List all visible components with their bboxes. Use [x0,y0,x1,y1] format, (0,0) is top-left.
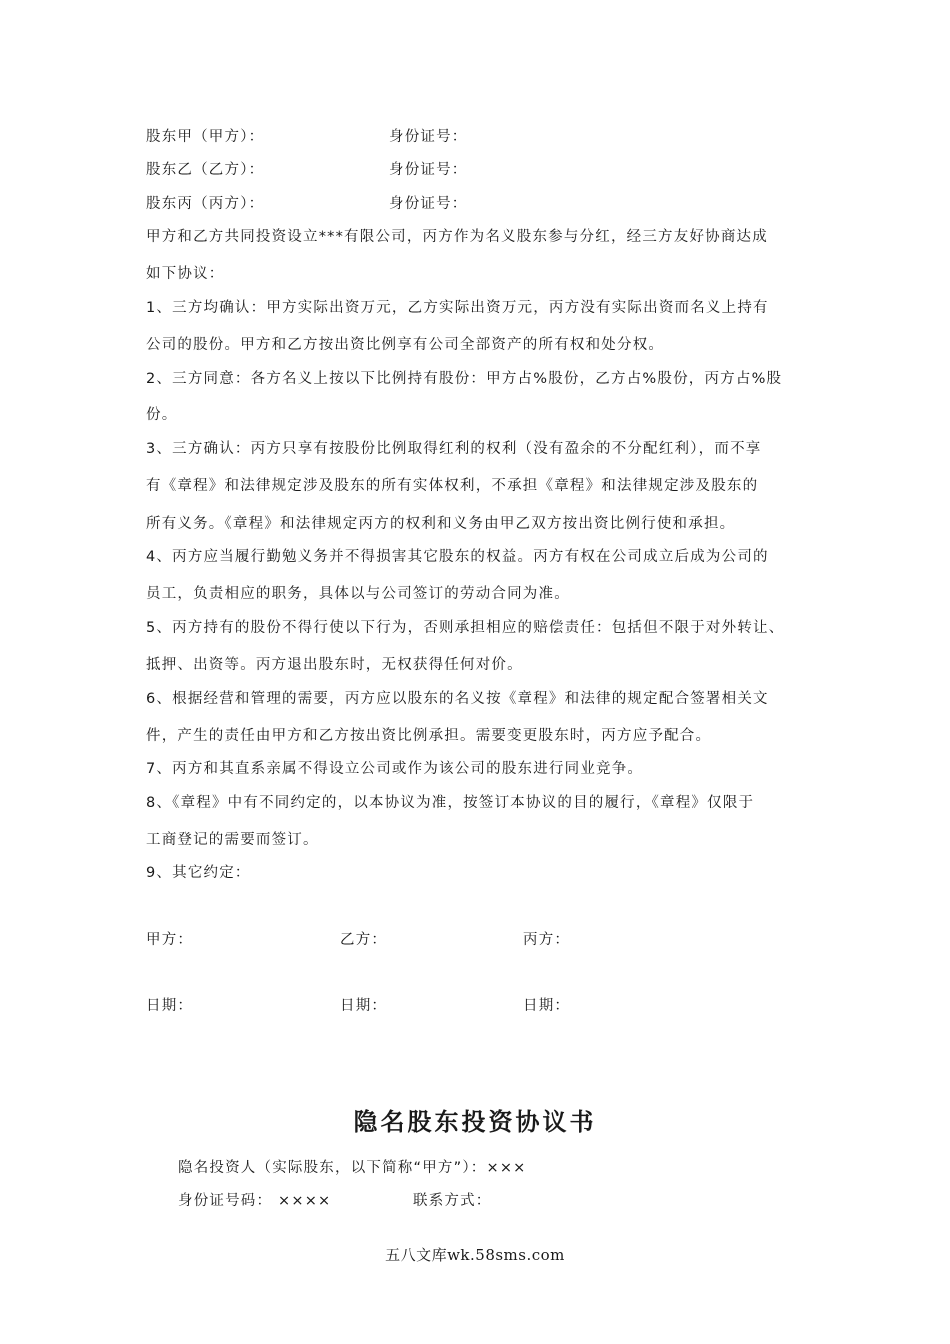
date-party-b: 日期： [340,998,388,1014]
clause-7-line-1: 7、丙方和其直系亲属不得设立公司或作为该公司的股东进行同业竞争。 [146,761,644,777]
clause-8-line-2: 工商登记的需要而签订。 [146,832,319,848]
footer-watermark: 五八文库wk.58sms.com [385,1246,565,1264]
hidden-investor-line: 隐名投资人（实际股东，以下简称“甲方”）：××× [178,1160,527,1176]
clause-3-line-1: 3、三方确认：丙方只享有按股份比例取得红利的权利（没有盈余的不分配红利），而不享 [146,441,762,457]
shareholder-c-label: 股东丙（丙方）： [146,196,265,212]
shareholder-b-label: 股东乙（乙方）： [146,162,265,178]
shareholder-a-id-label: 身份证号： [389,129,468,145]
clause-3-line-2: 有《章程》和法律规定涉及股东的所有实体权利，不承担《章程》和法律规定涉及股东的 [146,478,759,494]
signature-party-b: 乙方： [340,932,388,948]
date-party-c: 日期： [523,998,571,1014]
shareholder-b-id-label: 身份证号： [389,162,468,178]
clause-6-line-2: 件，产生的责任由甲方和乙方按出资比例承担。需要变更股东时，丙方应予配合。 [146,728,712,744]
shareholder-c-id-label: 身份证号： [389,196,468,212]
shareholder-a-label: 股东甲（甲方）： [146,129,265,145]
clause-3-line-3: 所有义务。《章程》和法律规定丙方的权利和义务由甲乙双方按出资比例行使和承担。 [146,516,736,532]
clause-4-line-2: 员工，负责相应的职务，具体以与公司签订的劳动合同为准。 [146,586,570,602]
clause-9-line-1: 9、其它约定： [146,865,251,881]
clause-6-line-1: 6、根据经营和管理的需要，丙方应以股东的名义按《章程》和法律的规定配合签署相关文 [146,691,769,707]
intro-line-1: 甲方和乙方共同投资设立***有限公司，丙方作为名义股东参与分红，经三方友好协商达成 [146,229,768,245]
clause-5-line-2: 抵押、出资等。丙方退出股东时，无权获得任何对价。 [146,657,523,673]
id-number-line: 身份证号码： ×××× [178,1193,332,1209]
intro-line-2: 如下协议： [146,266,225,282]
clause-2-line-2: 份。 [146,407,178,423]
second-doc-title: 隐名股东投资协议书 [353,1107,597,1136]
contact-line: 联系方式： [413,1193,492,1209]
clause-5-line-1: 5、丙方持有的股份不得行使以下行为，否则承担相应的赔偿责任：包括但不限于对外转让、 [146,620,785,636]
signature-party-c: 丙方： [523,932,571,948]
date-party-a: 日期： [146,998,194,1014]
clause-1-line-2: 公司的股份。甲方和乙方按出资比例享有公司全部资产的所有权和处分权。 [146,337,665,353]
clause-4-line-1: 4、丙方应当履行勤勉义务并不得损害其它股东的权益。丙方有权在公司成立后成为公司的 [146,549,769,565]
clause-1-line-1: 1、三方均确认：甲方实际出资万元，乙方实际出资万元，丙方没有实际出资而名义上持有 [146,300,769,316]
clause-2-line-1: 2、三方同意：各方名义上按以下比例持有股份：甲方占%股份，乙方占%股份，丙方占%股 [146,371,783,387]
clause-8-line-1: 8、《章程》中有不同约定的，以本协议为准，按签订本协议的目的履行，《章程》仅限于 [146,795,755,811]
signature-party-a: 甲方： [146,932,194,948]
